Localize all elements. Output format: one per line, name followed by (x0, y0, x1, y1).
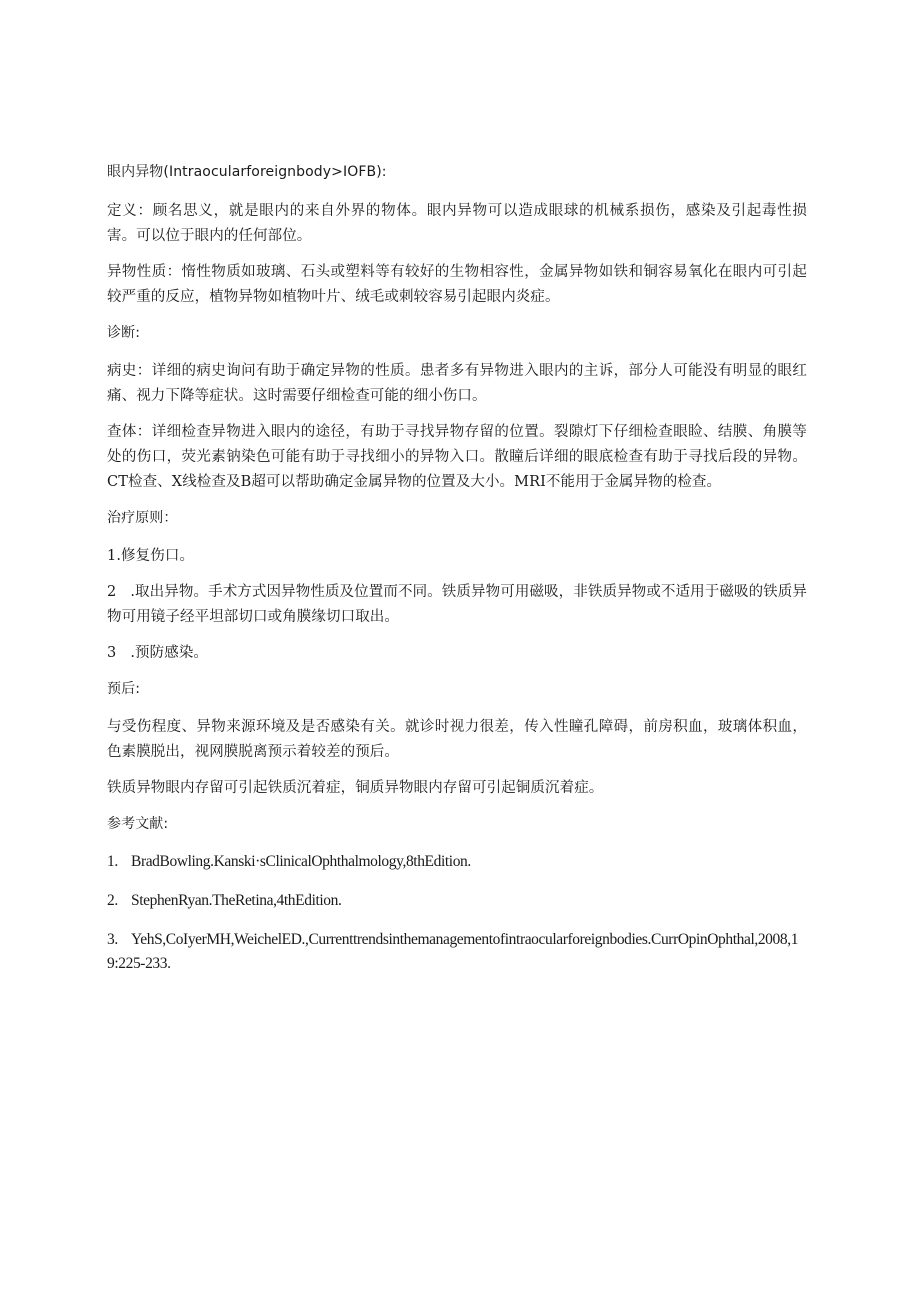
treatment-item-text: .预防感染。 (130, 645, 209, 661)
reference-item (107, 928, 807, 976)
treatment-item-number: 3 (107, 645, 117, 661)
treatment-heading: 治疗原则： (107, 510, 178, 526)
reference-item (107, 889, 807, 913)
treatment-item (107, 580, 807, 630)
treatment-item-number: 2 (107, 584, 117, 600)
reference-text: YehS,CoIyerMH,WeichelED.,Currenttrendsinthemanagementofintraocularforeignbodies.CurrOpinOphthal,2008,19:225-233. (107, 931, 799, 972)
history-paragraph: 病史：详细的病史询问有助于确定异物的性质。患者多有异物进入眼内的主诉，部分人可能没有明显的眼红痛、视力下降等症状。这时需要仔细检查可能的细小伤口。 (107, 363, 807, 404)
examination-paragraph: 查体：详细检查异物进入眼内的途径，有助于寻找异物存留的位置。裂隙灯下仔细检查眼睑、结膜、角膜等处的伤口，荧光素钠染色可能有助于寻找细小的异物入口。散瞳后详细的眼底检查有助于寻找后段的异物。CT检查、X线检查及B超可以帮助确定金属异物的位置及大小。MRI不能用于金属异物的检查。 (107, 424, 807, 490)
prognosis-paragraph-iron-copper: 铁质异物眼内存留可引起铁质沉着症，铜质异物眼内存留可引起铜质沉着症。 (107, 780, 604, 796)
treatment-item-text: 修复伤口。 (121, 548, 195, 564)
definition-paragraph: 定义：顾名思义，就是眼内的来自外界的物体。眼内异物可以造成眼球的机械系损伤，感染及引起毒性损害。可以位于眼内的任何部位。 (107, 203, 807, 244)
reference-item (107, 850, 807, 874)
prognosis-paragraph: 与受伤程度、异物来源环境及是否感染有关。就诊时视力很差，传入性瞳孔障碍，前房积血，玻璃体积血，色素膜脱出，视网膜脱离预示着较差的预后。 (107, 719, 807, 760)
reference-text: StephenRyan.TheRetina,4thEdition. (131, 892, 342, 909)
diagnosis-heading: 诊断: (107, 325, 141, 341)
document-title: 眼内异物(Intraocularforeignbody>IOFB): (107, 164, 387, 180)
treatment-item-text: .取出异物。手术方式因异物性质及位置而不同。铁质异物可用磁吸，非铁质异物或不适用于磁吸的铁质异物可用镜子经平坦部切口或角膜缘切口取出。 (107, 584, 807, 625)
prognosis-heading: 预后: (107, 681, 141, 697)
reference-number: 1. (107, 853, 118, 870)
reference-text: BradBowling.Kanski·sClinicalOphthalmology,8thEdition. (131, 853, 471, 870)
document-page (107, 160, 807, 991)
foreign-body-nature-paragraph: 异物性质：惰性物质如玻璃、石头或塑料等有较好的生物相容性，金属异物如铁和铜容易氧化在眼内可引起较严重的反应，植物异物如植物叶片、绒毛或刺较容易引起眼内炎症。 (107, 264, 807, 305)
reference-number: 3. (107, 931, 118, 948)
reference-number: 2. (107, 892, 118, 909)
references-heading: 参考文献: (107, 816, 169, 832)
treatment-item-number: 1. (107, 548, 122, 564)
treatment-item (107, 544, 807, 569)
treatment-item (107, 641, 807, 666)
